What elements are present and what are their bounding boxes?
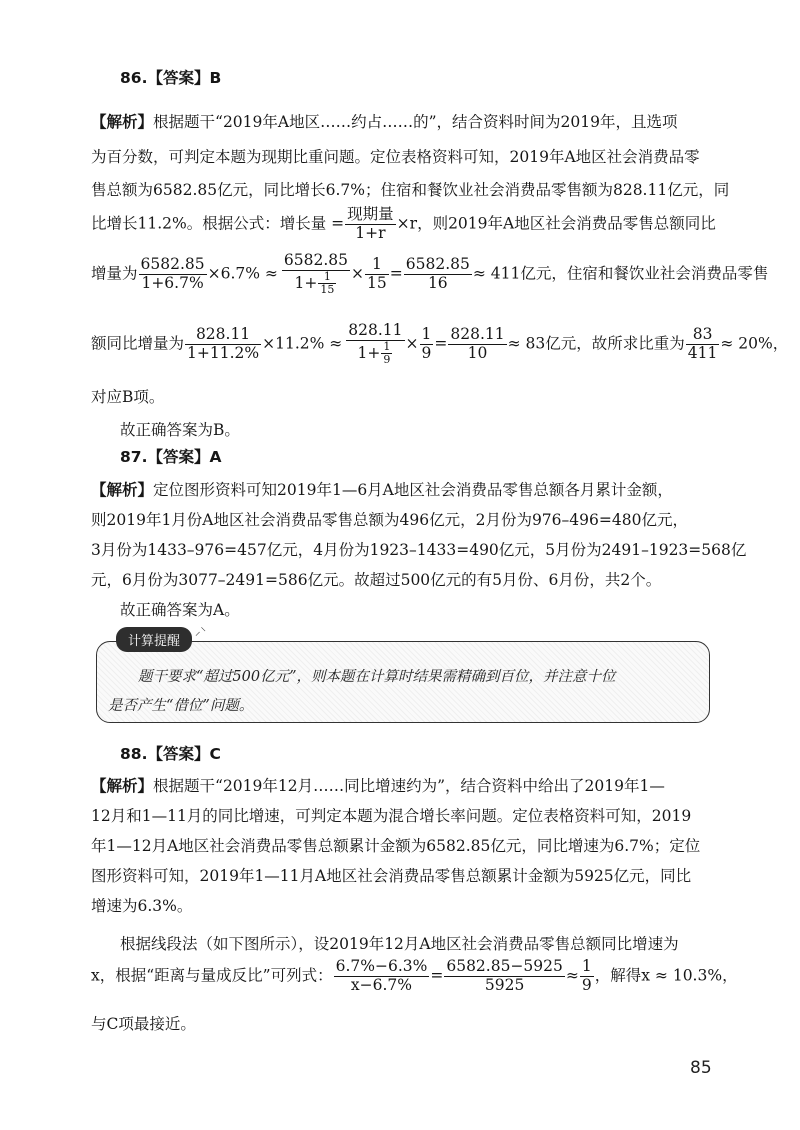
q88-line-6: 根据线段法（如下图所示），设2019年12月A地区社会消费品零售总额同比增速为 xyxy=(120,935,679,953)
fraction-denominator: 15 xyxy=(320,283,335,297)
fraction-numerator: 1 xyxy=(318,271,336,285)
reminder-line-2: 是否产生“借位”问题。 xyxy=(108,698,254,714)
fraction-denominator xyxy=(282,271,350,297)
calc-text: = xyxy=(434,334,448,353)
analysis-tag: 【解析】 xyxy=(91,481,154,499)
calc-text: ×11.2% ≈ xyxy=(262,334,343,353)
formula-lead: 比增长11.2%。根据公式：增长量 = xyxy=(91,214,345,233)
q86-line-3: 售总额为6582.85亿元，同比增长6.7%；住宿和餐饮业社会消费品零售额为828.11亿元，同 xyxy=(91,181,730,199)
fraction xyxy=(404,256,472,293)
fraction-numerator: 现期量 xyxy=(347,205,394,223)
q88-line-4: 图形资料可知，2019年1—11月A地区社会消费品零售总额累计金额为5925亿元，同比 xyxy=(91,867,692,885)
calc-text: × xyxy=(351,264,365,283)
fraction-numerator: 1 xyxy=(383,339,391,353)
q88-line-1-text: 根据题干“2019年12月……同比增速约为”，结合资料中给出了2019年1— xyxy=(153,777,665,795)
q87-conclusion: 故正确答案为A。 xyxy=(120,601,240,619)
fraction-denominator: 1+11.2% xyxy=(187,344,260,363)
nested-fraction xyxy=(381,341,392,367)
fraction-denominator: 1+r xyxy=(355,223,386,242)
calc-text: = xyxy=(430,966,444,985)
calc-text: = xyxy=(389,264,403,283)
calc-text: × xyxy=(405,334,419,353)
q88-answer-heading: 88.【答案】C xyxy=(120,745,221,763)
fraction-numerator: 83 xyxy=(686,326,720,345)
fraction-denominator: 5925 xyxy=(484,975,525,994)
q87-line-1 xyxy=(91,478,673,500)
analysis-tag: 【解析】 xyxy=(91,113,154,131)
page-number: 85 xyxy=(690,1058,712,1078)
q88-calc-line xyxy=(91,958,738,995)
calc-text: x，根据“距离与量成反比”可列式： xyxy=(91,966,333,985)
fraction-numerator: 1 xyxy=(421,325,432,344)
fraction-numerator: 828.11 xyxy=(185,326,261,345)
q87-answer-heading: 87.【答案】A xyxy=(120,448,222,466)
q86-line-2: 为百分数，可判定本题为现期比重问题。定位表格资料可知，2019年A地区社会消费品零 xyxy=(91,148,700,166)
reminder-line-1: 题干要求“超过500亿元”，则本题在计算时结果需精确到百位，并注意十位 xyxy=(138,669,616,685)
fraction xyxy=(420,326,434,363)
calc-text: ≈ 83亿元，故所求比重为 xyxy=(507,334,685,353)
fraction xyxy=(365,256,389,293)
fraction-denominator: 16 xyxy=(427,274,448,293)
fraction-numerator: 6.7%−6.3% xyxy=(335,957,428,975)
calc-text: ≈ xyxy=(565,966,579,985)
fraction-numerator: 828.11 xyxy=(348,321,403,339)
analysis-tag: 【解析】 xyxy=(91,777,154,795)
calc-text: ≈ 411亿元，住宿和餐饮业社会消费品零售 xyxy=(472,264,769,283)
q88-line-5: 增速为6.3%。 xyxy=(91,897,193,915)
q86-calc-line-1 xyxy=(91,252,768,297)
fraction xyxy=(580,958,594,995)
fraction-denominator: 9 xyxy=(581,975,592,994)
fraction-numerator: 6582.85−5925 xyxy=(446,957,563,975)
fraction xyxy=(444,958,565,995)
q86-calc-line-2 xyxy=(91,322,788,367)
q88-line-1 xyxy=(91,774,665,796)
fraction-denominator xyxy=(346,341,404,367)
q86-answer-heading: 86.【答案】B xyxy=(120,69,222,87)
fraction-denominator: 9 xyxy=(383,353,391,367)
fraction xyxy=(448,326,506,363)
calc-text: 额同比增量为 xyxy=(91,334,185,353)
formula-tail: ×r，则2019年A地区社会消费品零售总额同比 xyxy=(396,214,716,233)
q87-line-2: 则2019年1月份A地区社会消费品零售总额为496亿元，2月份为976–496=480亿元， xyxy=(91,511,688,529)
compound-fraction xyxy=(282,252,350,297)
fraction-denominator: 15 xyxy=(367,274,387,293)
fraction-numerator: 6582.85 xyxy=(405,255,470,274)
fraction-denominator: x−6.7% xyxy=(350,975,413,994)
denominator-prefix: 1+ xyxy=(294,273,318,292)
fraction-denominator: 411 xyxy=(687,344,718,363)
fraction xyxy=(185,326,261,363)
calc-text: 增量为 xyxy=(91,264,138,283)
q88-line-2: 12月和1—11月的同比增速，可判定本题为混合增长率问题。定位表格资料可知，2019 xyxy=(91,807,692,825)
fraction xyxy=(334,958,430,995)
compound-fraction xyxy=(346,322,404,367)
fraction-denominator: 1+6.7% xyxy=(141,274,204,293)
fraction xyxy=(686,326,720,363)
q88-line-3: 年1—12月A地区社会消费品零售总额累计金额为6582.85亿元，同比增速为6.7%；定位 xyxy=(91,837,701,855)
calculation-reminder-label: 计算提醒 xyxy=(116,627,192,652)
fraction-numerator: 1 xyxy=(365,256,389,275)
fraction-numerator: 828.11 xyxy=(450,325,505,344)
calc-text: ，解得x ≈ 10.3%， xyxy=(594,966,738,985)
q86-line-1 xyxy=(91,110,677,132)
nested-fraction xyxy=(318,271,336,297)
fraction-numerator: 6582.85 xyxy=(283,251,349,269)
calc-text: ≈ 20%， xyxy=(720,334,789,353)
growth-formula-fraction xyxy=(345,206,396,243)
sparkle-icon: ⸝⸌ xyxy=(195,625,206,638)
calc-text: ×6.7% ≈ xyxy=(207,264,278,283)
q87-line-3: 3月份为1433–976=457亿元，4月份为1923–1433=490亿元，5月份为2491–1923=568亿 xyxy=(91,541,747,559)
q88-conclusion: 与C项最接近。 xyxy=(91,1015,196,1033)
fraction-denominator: 9 xyxy=(421,344,432,363)
q87-line-1-text: 定位图形资料可知2019年1—6月A地区社会消费品零售总额各月累计金额， xyxy=(153,481,673,499)
q87-line-4: 元，6月份为3077–2491=586亿元。故超过500亿元的有5月份、6月份，共2个。 xyxy=(91,571,662,589)
q86-formula-line xyxy=(91,206,716,243)
fraction-denominator: 10 xyxy=(467,344,488,363)
q86-line-1-text: 根据题干“2019年A地区……约占……的”，结合资料时间为2019年，且选项 xyxy=(153,113,678,131)
q86-conclusion: 故正确答案为B。 xyxy=(120,421,240,439)
q86-line-7: 对应B项。 xyxy=(91,388,165,406)
denominator-prefix: 1+ xyxy=(357,343,381,362)
fraction xyxy=(139,256,207,293)
fraction-numerator: 6582.85 xyxy=(140,255,205,274)
fraction-numerator: 1 xyxy=(581,957,592,975)
